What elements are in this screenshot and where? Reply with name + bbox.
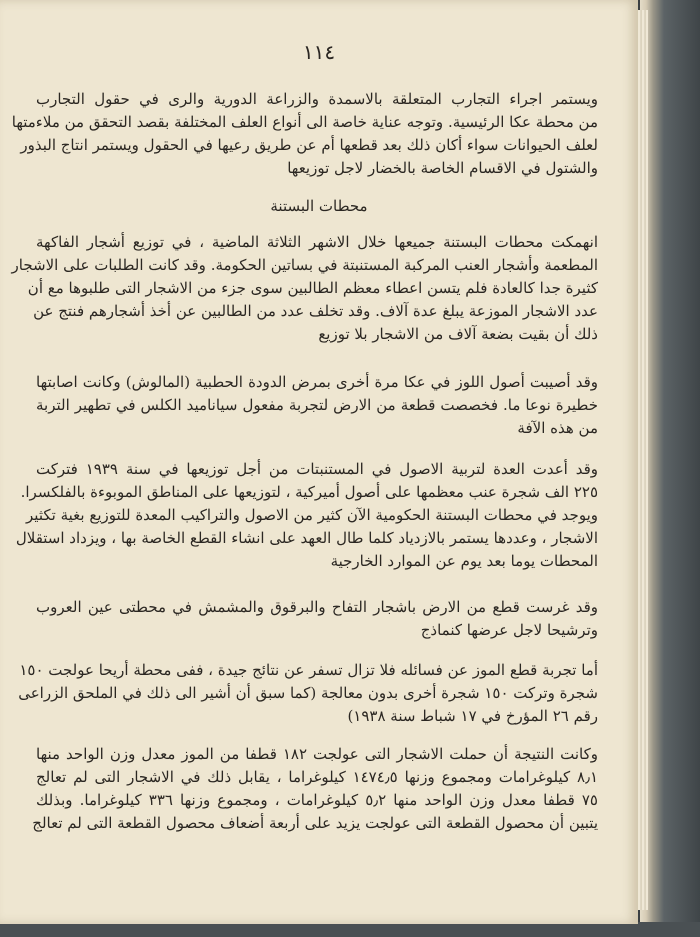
paragraph-5 (36, 596, 598, 642)
paragraph-2 (11, 231, 598, 346)
text-line: وكانت النتيجة أن حملت الاشجار التى عولجت ١٨٢ قطفا من الموز معدل وزن الواحد منها (36, 745, 598, 763)
text-line: وقد أصيبت أصول اللوز في عكا مرة أخرى بمرض الدودة الحطبية (المالوش) وكانت اصابتها (36, 373, 598, 391)
text-line: من محطة عكا الرئيسية. وتوجه عناية خاصة الى أنواع العلف المختلفة بقصد التحقق من ملاءمتها (11, 113, 598, 131)
text-line: خطيرة نوعا ما. فخصصت قطعة من الارض لتجربة مفعول سيانامید الكلس في تطهير التربة (36, 396, 598, 414)
text-line: وترشيحا لاجل عرضها كنماذج (420, 621, 598, 639)
text-line: شجرة وتركت ١٥٠ شجرة أخرى بدون معالجة (كما سبق أن أشير الى ذلك في الملحق الزراعى (18, 684, 598, 702)
text-line: من هذه الآفة (517, 419, 598, 437)
text-line: ويوجد في محطات البستنة الحكومية الآن كثير من الاصول والتراكيب المعدة للتوزيع بغية تكثير (26, 506, 598, 524)
text-line: أما تجربة قطع الموز عن فسائله فلا تزال تسفر عن نتائج جيدة ، ففى محطة أريحا عولجت ١٥٠ (19, 661, 598, 679)
text-line: عدد الاشجار الموزعة يبلغ عدة آلاف. وقد تخلف عدد من الطالبين عن أخذ أشجارهم فنتج عن (33, 302, 598, 320)
text-line: وقد أعدت العدة لتربية الاصول في المستنبتات من أجل توزيعها في سنة ١٩٣٩ فتركت (36, 460, 598, 478)
text-line: المحطات يوما بعد يوم عن الموارد الخارجية (330, 552, 598, 570)
text-line: ٢٢٥ الف شجرة عنب معظمها على أصول أميركية ، لتوزيعها على المناطق الموبوءة بالفلكسرا. (20, 483, 598, 501)
paragraph-6 (18, 659, 598, 728)
paragraph-3 (36, 371, 598, 440)
text-line: المطعمة وأشجار العنب المركبة المستنبتة في بساتين الحكومة. وقد كانت الطلبات على الاشجار (11, 256, 598, 274)
book-cover-edge (0, 922, 700, 937)
text-line: والشتول في الاقسام الخاصة بالخضار لاجل توزيعها (287, 159, 598, 177)
text-line: ويستمر اجراء التجارب المتعلقة بالاسمدة والزراعة الدورية والرى في حقول التجارب (36, 90, 598, 108)
text-line: ٨٫١ كيلوغرامات ومجموع وزنها ١٤٧٤٫٥ كيلوغراما ، يقابل ذلك في الاشجار التى لم تعالج (36, 768, 598, 786)
text-line: وقد غرست قطع من الارض باشجار التفاح والبرقوق والمشمش في محطتى عين العروب (36, 598, 598, 616)
text-line: كثيرة جدا كالعادة فلم يتسن اعطاء معظم الطالبين سوى جزء من الاشجار التى طلبوها مع أن (27, 279, 598, 297)
text-line: ذلك أن بقيت بضعة آلاف من الاشجار بلا توزيع (318, 325, 598, 343)
paragraph-1 (11, 88, 598, 180)
paragraph-4 (15, 458, 598, 573)
text-line: يتبين أن محصول القطعة التى عولجت يزيد على أربعة أضعاف محصول القطعة التى لم تعالج (32, 814, 598, 832)
book-binding (640, 0, 700, 937)
text-line: لعلف الحيوانات سواء أكان ذلك بعد قطعها أم عن طريق رعيها في الحقول ويستمر انتاج البذور (20, 136, 598, 154)
section-heading: محطات البستنة (270, 197, 368, 215)
text-line: انهمكت محطات البستنة جميعها خلال الاشهر الثلاثة الماضية ، في توزيع أشجار الفاكهة (36, 233, 598, 251)
text-line: الاشجار ، وعددها يستمر بالازدياد كلما طال العهد على انشاء القطع الخاصة بها ، ويزداد استقلال (15, 529, 598, 547)
text-line: رقم ٢٦ المؤرخ في ١٧ شباط سنة ١٩٣٨) (347, 707, 598, 725)
text-line: ٧٥ قطفا معدل وزن الواحد منها ٥٫٢ كيلوغرامات ، ومجموع وزنها ٣٣٦ كيلوغراما. وبذلك (36, 791, 598, 809)
page-number: ١١٤ (302, 40, 336, 64)
paragraph-7 (32, 743, 598, 835)
